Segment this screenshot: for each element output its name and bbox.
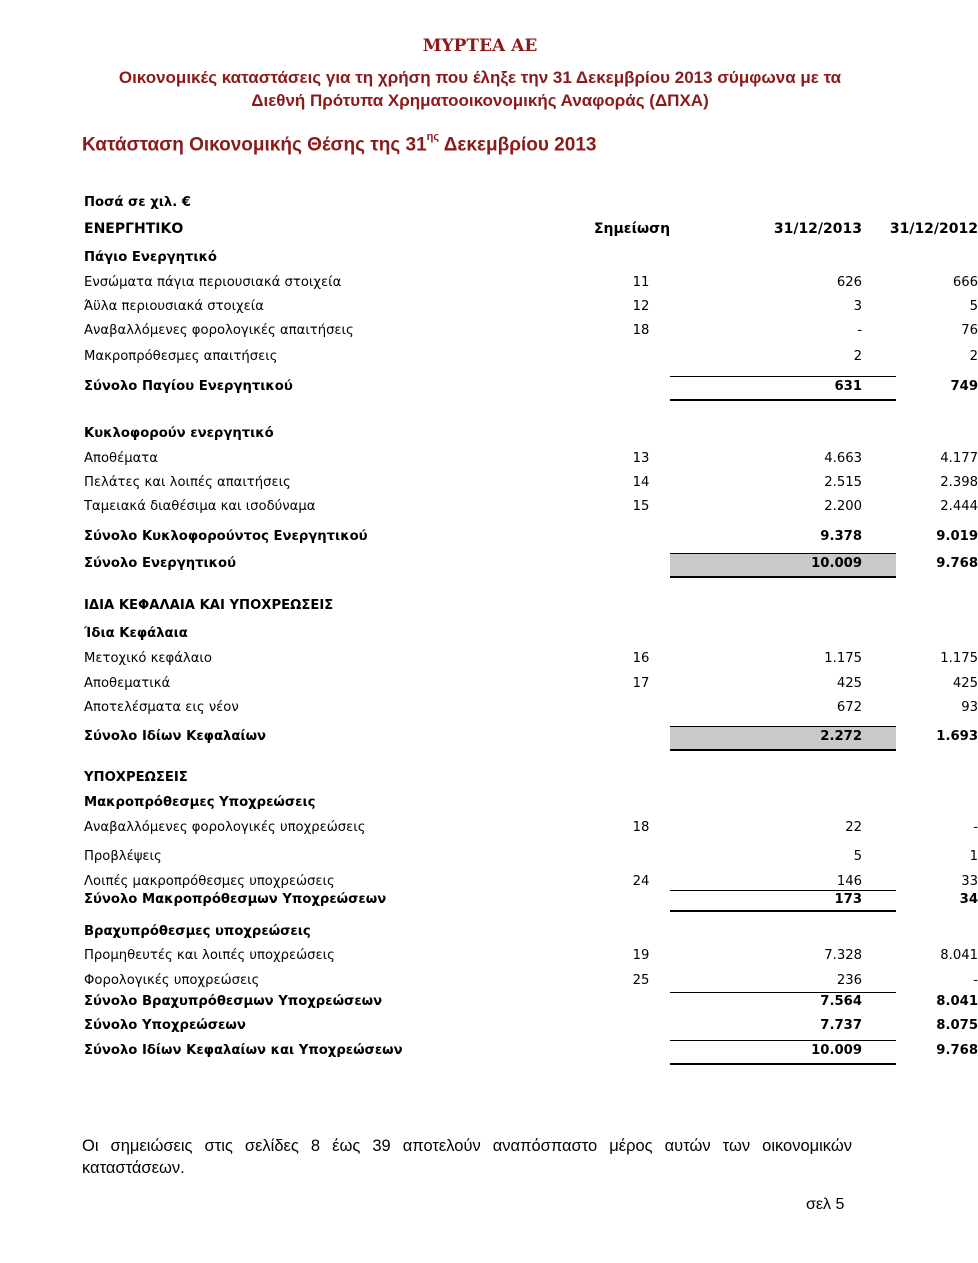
table-row: Βραχυπρόθεσμες υποχρεώσεις — [84, 924, 311, 939]
table-row: Αναβαλλόμενες φορολογικές υποχρεώσεις 18 22 - — [84, 820, 978, 835]
table-row: Φορολογικές υποχρεώσεις 25 236 - — [84, 973, 978, 988]
table-row: Ενσώματα πάγια περιουσιακά στοιχεία 11 626 666 — [84, 275, 978, 290]
table-row: Πάγιο Ενεργητικό — [84, 250, 217, 265]
footnote: Οι σημειώσεις στις σελίδες 8 έως 39 αποτελούν αναπόσπαστο μέρος αυτών των οικονομικών καταστάσεων. — [82, 1137, 852, 1177]
table-row: ΥΠΟΧΡΕΩΣΕΙΣ — [84, 770, 188, 785]
total-row: Σύνολο Ιδίων Κεφαλαίων και Υποχρεώσεων 10.009 9.768 — [84, 1043, 978, 1058]
total-row: Σύνολο Κυκλοφορούντος Ενεργητικού 9.378 9.019 — [84, 529, 978, 544]
header-2012: 31/12/2012 — [889, 221, 978, 237]
statement-title: Κατάσταση Οικονομικής Θέσης της $31^{\eta\varsigma}$ Δεκεμβρίου 2013 — [82, 131, 597, 156]
subtitle-line-1: Οικονομικές καταστάσεις για τη χρήση που έληξε την 31 Δεκεμβρίου 2013 σύμφωνα με τα — [118, 68, 842, 87]
table-row: Ίδια Κεφάλαια — [84, 626, 188, 641]
company-name: ΜΥΡΤΕΑ ΑΕ — [422, 36, 538, 56]
table-row: ΙΔΙΑ ΚΕΦΑΛΑΙΑ ΚΑΙ ΥΠΟΧΡΕΩΣΕΙΣ — [84, 598, 334, 613]
table-row: Μετοχικό κεφάλαιο 16 1.175 1.175 — [84, 651, 978, 666]
total-row: Σύνολο Ενεργητικού 10.009 9.768 — [84, 556, 978, 571]
table-row: Άϋλα περιουσιακά στοιχεία 12 3 5 — [84, 299, 978, 314]
column-header-row — [84, 219, 978, 239]
table-row: Πελάτες και λοιπές απαιτήσεις 14 2.515 2.398 — [84, 475, 978, 490]
currency-note: Ποσά σε χιλ. € — [84, 195, 191, 210]
total-row: Σύνολο Παγίου Ενεργητικού 631 749 — [84, 379, 978, 394]
table-row: Κυκλοφορούν ενεργητικό — [84, 426, 274, 441]
table-row: Προβλέψεις 5 1 — [84, 849, 978, 864]
table-row: Αναβαλλόμενες φορολογικές απαιτήσεις 18 - 76 — [84, 323, 978, 338]
total-row: Σύνολο Υποχρεώσεων 7.737 8.075 — [84, 1018, 978, 1033]
table-row: Αποτελέσματα εις νέον 672 93 — [84, 700, 978, 715]
subtitle-line-2: Διεθνή Πρότυπα Χρηματοοικονομικής Αναφοράς (ΔΠΧΑ) — [251, 91, 709, 110]
table-row: Μακροπρόθεσμες Υποχρεώσεις — [84, 795, 316, 810]
total-row: Σύνολο Βραχυπρόθεσμων Υποχρεώσεων 7.564 8.041 — [84, 994, 978, 1009]
table-row: Λοιπές μακροπρόθεσμες υποχρεώσεις 24 146 33 — [84, 874, 978, 889]
table-row: Προμηθευτές και λοιπές υποχρεώσεις 19 7.328 8.041 — [84, 948, 978, 963]
table-row: Ταμειακά διαθέσιμα και ισοδύναμα 15 2.200 2.444 — [84, 499, 978, 514]
header-note: Σημείωση — [593, 221, 671, 237]
table-row: Αποθέματα 13 4.663 4.177 — [84, 451, 978, 466]
table-row: Αποθεματικά 17 425 425 — [84, 676, 978, 691]
table-row: Μακροπρόθεσμες απαιτήσεις 2 2 — [84, 349, 978, 364]
total-row: Σύνολο Μακροπρόθεσμων Υποχρεώσεων 173 34 — [84, 892, 978, 907]
total-row: Σύνολο Ιδίων Κεφαλαίων 2.272 1.693 — [84, 729, 978, 744]
header-2013: 31/12/2013 — [773, 221, 862, 237]
header-assets: ΕΝΕΡΓΗΤΙΚΟ — [84, 221, 184, 237]
page-number: σελ 5 — [806, 1196, 845, 1213]
